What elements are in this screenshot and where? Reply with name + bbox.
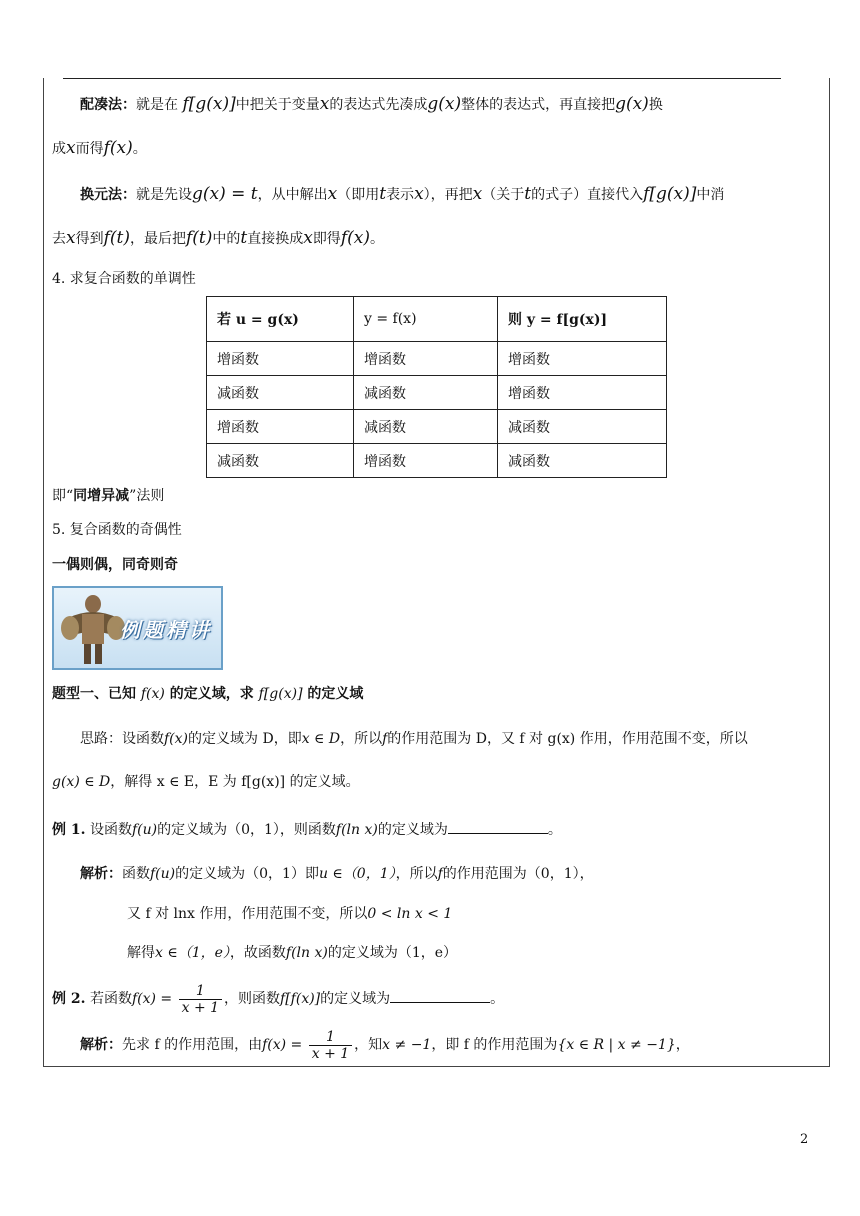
text: 就是先设 [136, 187, 192, 203]
text: 即得 [312, 231, 341, 247]
solution-label: 解析： [80, 866, 122, 882]
text: 的定义域为（1，e） [327, 945, 458, 961]
section4-title: 4. 求复合函数的单调性 [52, 271, 196, 287]
header-rule [63, 78, 781, 79]
table-cell: 增函数 [498, 376, 667, 410]
text: 题型一、已知 [52, 686, 136, 702]
math-expr: f(x) = [131, 991, 173, 1007]
huanyuan-line2 [52, 228, 384, 249]
math-expr: f[g(x)] [258, 686, 303, 702]
math-expr: f(ln x) [335, 822, 378, 838]
text: 整体的表达式，再直接把 [461, 97, 616, 113]
math-var: t [379, 184, 387, 204]
peicou-label: 配凑法： [80, 97, 136, 113]
fraction [179, 983, 222, 1016]
text: 就是在 [136, 97, 178, 113]
table-cell: 减函数 [354, 376, 498, 410]
math-var: x [66, 138, 76, 158]
example2-solution-line1 [80, 1028, 690, 1062]
type1-idea-line2 [52, 772, 360, 792]
text: ，从中解出 [257, 187, 328, 203]
text: 的定义域为 D，即 [188, 731, 302, 747]
math-var: x [414, 184, 424, 204]
table-header-row [207, 297, 667, 342]
math-expr: f(t) [185, 228, 213, 248]
text: 直接换成 [247, 231, 304, 247]
math-expr: f(x) [340, 228, 370, 248]
text: 的定义域为 [320, 991, 391, 1007]
huanyuan-line1 [80, 184, 724, 205]
math-expr: g(x) = t [192, 184, 258, 204]
huanyuan-label: 换元法： [80, 187, 136, 203]
text: ，即 f 的作用范围为 [431, 1037, 558, 1053]
table-cell: 增函数 [207, 342, 354, 376]
text: 中的 [212, 231, 241, 247]
monotonicity-table [206, 296, 667, 478]
parity-rule: 一偶则偶，同奇则奇 [52, 557, 178, 573]
peicou-line2 [52, 138, 147, 159]
answer-blank [448, 819, 548, 834]
warrior-figure-icon [58, 588, 128, 668]
fraction-numerator: 1 [179, 983, 222, 1000]
text: 思路：设函数 [80, 731, 164, 747]
text: 函数 [122, 866, 150, 882]
math-var: x [472, 184, 483, 204]
text: 。 [132, 141, 147, 157]
text: 的定义域为 [377, 822, 448, 838]
answer-blank [390, 988, 490, 1003]
text: ， [675, 1037, 690, 1053]
table-cell: 减函数 [207, 444, 354, 478]
text: 中把关于变量 [235, 97, 320, 113]
example2-line [52, 982, 504, 1016]
math-expr: f(x) = [262, 1037, 303, 1053]
table-row [207, 410, 667, 444]
text: ，知 [354, 1037, 383, 1053]
page-number: 2 [800, 1132, 809, 1147]
math-expr: u ∈（0，1） [318, 866, 396, 882]
math-var: x [66, 228, 76, 248]
math-expr: f(x) [164, 731, 189, 747]
table-cell: 增函数 [207, 410, 354, 444]
text: 而得 [75, 141, 104, 157]
table-header-cell: 则 y = f[g(x)] [498, 297, 667, 342]
text: ，解得 x ∈ E，E 为 f[g(x)] 的定义域。 [110, 774, 360, 790]
text: 解得 [127, 945, 155, 961]
math-expr: x ∈（1，e） [155, 945, 230, 961]
text: 的定义域，求 [169, 686, 254, 702]
table-cell: 增函数 [498, 342, 667, 376]
math-expr: f(u) [150, 866, 176, 882]
text: 的定义域为（0，1）即 [175, 866, 319, 882]
fraction-numerator: 1 [309, 1029, 352, 1046]
text: 即“ [52, 488, 74, 504]
example-label: 例 2. [52, 991, 86, 1007]
fraction-denominator: x + 1 [311, 1045, 350, 1062]
fraction [309, 1029, 352, 1062]
table-cell: 增函数 [354, 444, 498, 478]
math-var: f [382, 731, 388, 747]
math-expr: g(x) [615, 94, 649, 114]
text: 的作用范围为 D，又 f 对 g(x) 作用，作用范围不变，所以 [387, 731, 748, 747]
text: 。 [490, 991, 505, 1007]
math-var: f [437, 866, 443, 882]
text: 的式子）直接代入 [531, 187, 644, 203]
table-row [207, 376, 667, 410]
text: 中消 [696, 187, 725, 203]
math-expr: f[g(x)] [643, 184, 697, 204]
text: 成 [52, 141, 66, 157]
math-expr: g(x) ∈ D [52, 774, 111, 790]
math-expr: {x ∈ R | x ≠ −1} [557, 1037, 676, 1053]
text: 先求 f 的作用范围，由 [122, 1037, 263, 1053]
text: ”法则 [129, 488, 165, 504]
math-expr: x ≠ −1 [382, 1037, 432, 1053]
text: 换 [648, 97, 663, 113]
math-var: t [240, 228, 248, 248]
table-row [207, 444, 667, 478]
text: 又 f 对 lnx 作用，作用范围不变，所以 [127, 906, 368, 922]
text: 若函数 [89, 991, 132, 1007]
table-header-cell: 若 u = g(x) [207, 297, 354, 342]
math-expr: f(x) [103, 138, 133, 158]
rule-bold: 同增异减 [73, 488, 130, 504]
example-label: 例 1. [52, 822, 86, 838]
math-expr: 0 < ln x < 1 [367, 906, 453, 922]
text: ），再把 [423, 187, 473, 203]
math-expr: f[f(x)] [280, 991, 321, 1007]
type1-heading [52, 684, 363, 704]
math-expr: f(u) [131, 822, 158, 838]
math-var: t [524, 184, 532, 204]
math-var: x [303, 228, 313, 248]
peicou-line1 [80, 94, 663, 115]
example1-line [52, 819, 562, 840]
text: ，所以 [395, 866, 438, 882]
table-cell: 减函数 [498, 410, 667, 444]
text: 的表达式先凑成 [329, 97, 428, 113]
example1-solution-line2 [127, 904, 452, 924]
math-var: x [319, 94, 330, 114]
text: ，最后把 [129, 231, 186, 247]
rule-line [52, 486, 164, 506]
solution-label: 解析： [80, 1037, 122, 1053]
text: 表示 [386, 187, 415, 203]
table-row [207, 342, 667, 376]
banner-text: 例题精讲 [120, 618, 212, 642]
text: ，则函数 [224, 991, 281, 1007]
math-expr: g(x) [427, 94, 462, 114]
text: （即用 [337, 187, 380, 203]
table-cell: 减函数 [207, 376, 354, 410]
table-header-cell: y = f(x) [354, 297, 498, 342]
table-cell: 减函数 [498, 444, 667, 478]
table-cell: 增函数 [354, 342, 498, 376]
text: 的定义域 [307, 686, 364, 702]
text: 去 [52, 231, 66, 247]
text: 的作用范围为（0，1）， [442, 866, 594, 882]
text: 得到 [75, 231, 104, 247]
text: ，所以 [340, 731, 383, 747]
math-expr: f(t) [103, 228, 130, 248]
math-expr: f(x) [140, 686, 165, 702]
section5-title: 5. 复合函数的奇偶性 [52, 522, 182, 538]
math-expr: f(ln x) [285, 945, 328, 961]
example-banner [52, 586, 223, 670]
text: 。 [547, 822, 562, 838]
text: 。 [369, 231, 384, 247]
math-expr: x ∈ D [301, 731, 341, 747]
type1-idea-line1 [80, 729, 748, 749]
text: 的定义域为（0，1），则函数 [157, 822, 336, 838]
text: （关于 [482, 187, 525, 203]
math-expr: f[g(x)] [182, 94, 236, 114]
math-var: x [327, 184, 338, 204]
text: 设函数 [89, 822, 132, 838]
table-cell: 减函数 [354, 410, 498, 444]
example1-solution-line1 [80, 864, 594, 884]
text: ，故函数 [229, 945, 286, 961]
example1-solution-line3 [127, 943, 457, 963]
fraction-denominator: x + 1 [181, 999, 220, 1016]
